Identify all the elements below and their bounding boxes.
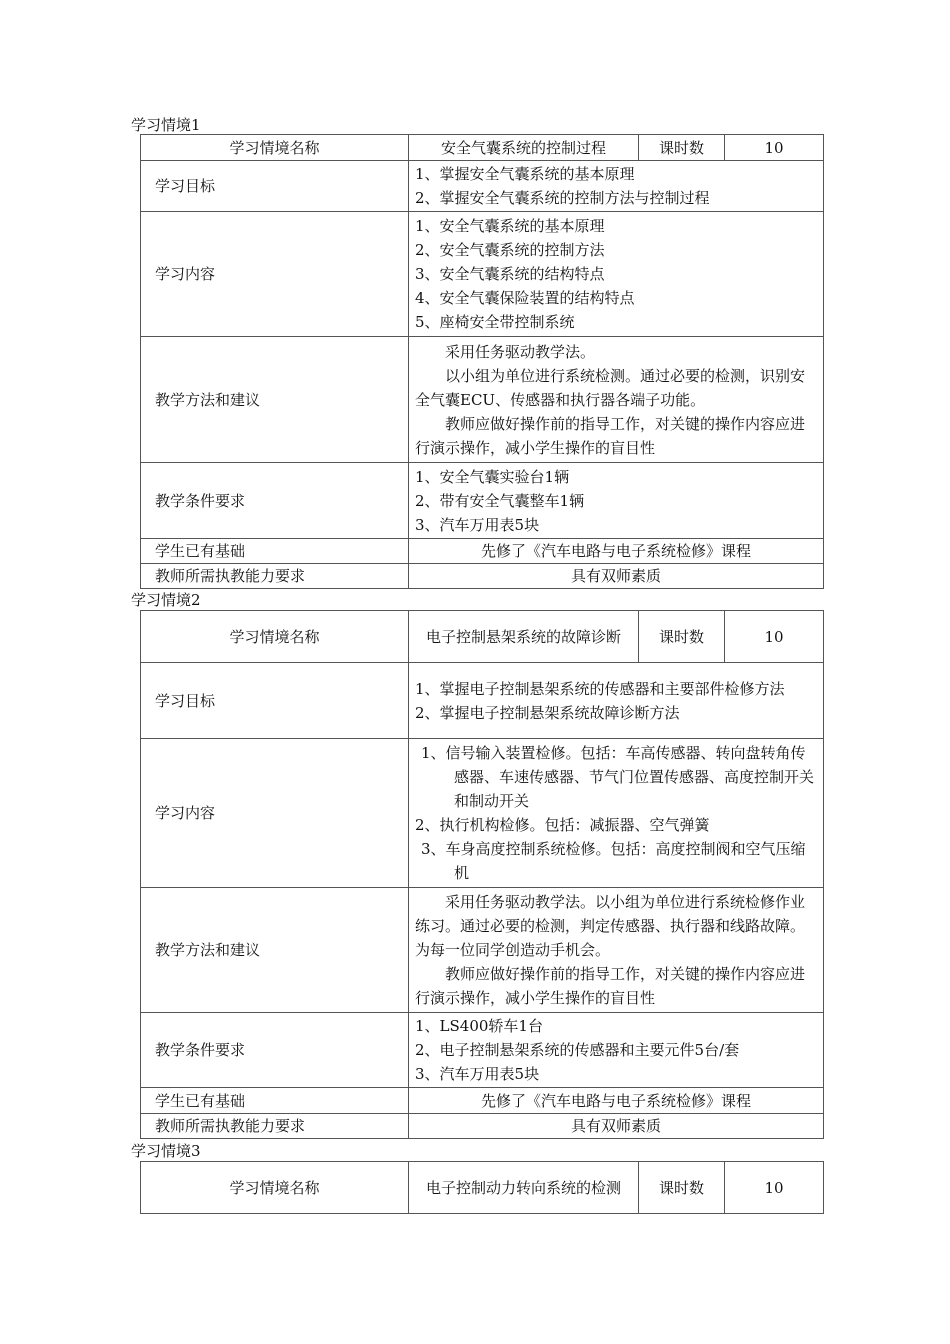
basis-label: 学生已有基础	[141, 539, 409, 564]
hours-label: 课时数	[639, 1162, 725, 1214]
situation-3-table	[140, 1161, 824, 1214]
method-text	[409, 337, 824, 463]
name-label: 学习情境名称	[141, 611, 409, 663]
basis-label: 学生已有基础	[141, 1088, 409, 1114]
method-paragraph: 教师应做好操作前的指导工作，对关键的操作内容应进行演示操作，减小学生操作的盲目性	[415, 414, 806, 457]
method-paragraph: 教师应做好操作前的指导工作，对关键的操作内容应进行演示操作，减小学生操作的盲目性	[415, 965, 806, 1007]
goal-item: 2、掌握电子控制悬架系统故障诊断方法	[415, 703, 680, 722]
goal-label: 学习目标	[141, 161, 409, 212]
goal-item: 1、掌握安全气囊系统的基本原理	[415, 165, 635, 183]
name-value: 安全气囊系统的控制过程	[409, 135, 639, 161]
hours-value: 10	[725, 1162, 824, 1214]
name-value: 电子控制动力转向系统的检测	[409, 1162, 639, 1214]
basis-value: 先修了《汽车电路与电子系统检修》课程	[409, 1088, 824, 1114]
condition-item: 2、带有安全气囊整车1辆	[415, 491, 585, 510]
situation-1-table	[140, 134, 824, 589]
basis-value: 先修了《汽车电路与电子系统检修》课程	[409, 539, 824, 564]
situation-1-heading: 学习情境1	[131, 116, 201, 134]
name-label: 学习情境名称	[141, 135, 409, 161]
method-paragraph: 以小组为单位进行系统检测。通过必要的检测，识别安全气囊ECU、传感器和执行器各端子功能。	[415, 366, 806, 409]
condition-item: 3、汽车万用表5块	[415, 1065, 540, 1083]
teacher-label: 教师所需执教能力要求	[141, 1114, 409, 1139]
row-conditions	[141, 1013, 824, 1088]
condition-item: 1、LS400轿车1台	[415, 1017, 543, 1035]
content-label: 学习内容	[141, 212, 409, 337]
row-goals	[141, 663, 824, 739]
row-name	[141, 1162, 824, 1214]
hours-value: 10	[725, 611, 824, 663]
hours-label: 课时数	[639, 611, 725, 663]
method-text	[409, 888, 824, 1013]
teacher-label: 教师所需执教能力要求	[141, 564, 409, 589]
content-item: 2、执行机构检修。包括：减振器、空气弹簧	[415, 816, 710, 834]
row-name	[141, 611, 824, 663]
content-item: 1、信号输入装置检修。包括：车高传感器、转向盘转角传感器、车速传感器、节气门位置传感器、高度控制开关和制动开关	[421, 744, 815, 810]
content-item: 4、安全气囊保险装置的结构特点	[415, 289, 635, 307]
row-contents	[141, 212, 824, 337]
goal-label: 学习目标	[141, 663, 409, 739]
goal-item: 1、掌握电子控制悬架系统的传感器和主要部件检修方法	[415, 679, 785, 698]
row-name	[141, 135, 824, 161]
row-teacher	[141, 564, 824, 589]
row-methods	[141, 888, 824, 1013]
row-basis	[141, 539, 824, 564]
situation-2-table	[140, 610, 824, 1139]
content-item: 1、安全气囊系统的基本原理	[415, 217, 605, 235]
row-teacher	[141, 1114, 824, 1139]
condition-item: 2、电子控制悬架系统的传感器和主要元件5台/套	[415, 1041, 740, 1059]
condition-label: 教学条件要求	[141, 1013, 409, 1088]
row-basis	[141, 1088, 824, 1114]
hours-label: 课时数	[639, 135, 725, 161]
content-item: 5、座椅安全带控制系统	[415, 313, 575, 331]
content-item: 3、安全气囊系统的结构特点	[415, 265, 605, 283]
name-label: 学习情境名称	[141, 1162, 409, 1214]
name-value: 电子控制悬架系统的故障诊断	[409, 611, 639, 663]
content-item: 3、车身高度控制系统检修。包括：高度控制阀和空气压缩机	[421, 840, 806, 882]
row-methods	[141, 337, 824, 463]
teacher-value: 具有双师素质	[409, 564, 824, 589]
row-contents	[141, 739, 824, 888]
condition-list	[409, 463, 824, 539]
row-goals	[141, 161, 824, 212]
content-list	[409, 212, 824, 337]
condition-list	[409, 1013, 824, 1088]
condition-item: 1、安全气囊实验台1辆	[415, 467, 570, 486]
content-list	[409, 739, 824, 888]
content-label: 学习内容	[141, 739, 409, 888]
content-item: 2、安全气囊系统的控制方法	[415, 241, 605, 259]
situation-3-heading: 学习情境3	[131, 1142, 201, 1160]
goal-item: 2、掌握安全气囊系统的控制方法与控制过程	[415, 189, 710, 207]
method-paragraph: 采用任务驱动教学法。	[445, 342, 596, 361]
situation-2-heading: 学习情境2	[131, 591, 201, 609]
method-label: 教学方法和建议	[141, 337, 409, 463]
method-paragraph: 采用任务驱动教学法。以小组为单位进行系统检修作业练习。通过必要的检测，判定传感器、执行器和线路故障。为每一位同学创造动手机会。	[415, 893, 806, 959]
row-conditions	[141, 463, 824, 539]
condition-item: 3、汽车万用表5块	[415, 515, 540, 534]
condition-label: 教学条件要求	[141, 463, 409, 539]
teacher-value: 具有双师素质	[409, 1114, 824, 1139]
hours-value: 10	[725, 135, 824, 161]
method-label: 教学方法和建议	[141, 888, 409, 1013]
goal-list	[409, 161, 824, 212]
goal-list	[409, 663, 824, 739]
